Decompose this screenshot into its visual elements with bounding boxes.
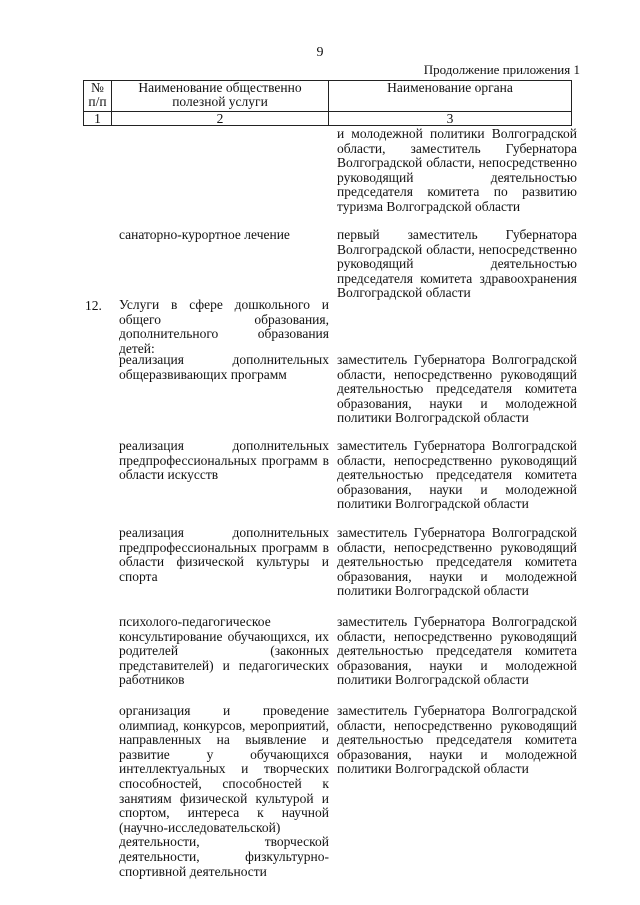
table-row-service: реализация дополнительных предпрофессиональных программ в области физической культуры и спорта [119, 525, 329, 584]
table-row-organ: первый заместитель Губернатора Волгоградской области, непосредственно руководящий деятельностью председателя комитета здравоохранения Волгоградской области [337, 227, 577, 301]
table-row-service: Услуги в сфере дошкольного и общего образования, дополнительного образования детей: [119, 297, 329, 356]
table-row-service: санаторно-курортное лечение [119, 227, 290, 242]
item-number: 12. [85, 298, 102, 313]
table-row-organ: заместитель Губернатора Волгоградской области, непосредственно руководящий деятельностью председателя комитета образования, науки и молодежной политики Волгоградской области [337, 614, 577, 688]
page-number: 9 [316, 45, 324, 60]
table-row-service: психолого-педагогическое консультирование обучающихся, их родителей (законных представителей) и педагогических работников [119, 614, 329, 688]
table-row-organ: заместитель Губернатора Волгоградской области, непосредственно руководящий деятельностью председателя комитета образования, науки и молодежной политики Волгоградской области [337, 352, 577, 426]
table-row-organ: заместитель Губернатора Волгоградской области, непосредственно руководящий деятельностью председателя комитета образования, науки и молодежной политики Волгоградской области [337, 438, 577, 512]
header-num-3: 3 [329, 112, 572, 126]
table-row-organ: заместитель Губернатора Волгоградской области, непосредственно руководящий деятельностью председателя комитета образования, науки и молодежной политики Волгоградской области [337, 525, 577, 599]
table-row-organ: и молодежной политики Волгоградской области, заместитель Губернатора Волгоградской области, непосредственно руководящий деятельностью председателя комитета по развитию туризма Волгоградской области [337, 126, 577, 214]
header-col-organ: Наименование органа [329, 81, 572, 112]
header-col-service: Наименование общественно полезной услуги [112, 81, 329, 112]
table-header [83, 80, 572, 126]
header-col-number: № п/п [84, 81, 112, 112]
table-row-service: реализация дополнительных общеразвивающих программ [119, 352, 329, 382]
table-row-service: реализация дополнительных предпрофессиональных программ в области искусств [119, 438, 329, 483]
header-num-2: 2 [112, 112, 329, 126]
table-row-organ: заместитель Губернатора Волгоградской области, непосредственно руководящий деятельностью председателя комитета образования, науки и молодежной политики Волгоградской области [337, 703, 577, 777]
header-num-1: 1 [84, 112, 112, 126]
continuation-note: Продолжение приложения 1 [423, 62, 580, 77]
table-row-service: организация и проведение олимпиад, конкурсов, мероприятий, направленных на выявление и развитие у обучающихся интеллектуальных и творческих способностей, способностей к занятиям физической культурой и спортом, интереса к научной (научно-исследовательской) деятельности, творческой деятельности, физкультурно-спортивной деятельности [119, 703, 329, 879]
